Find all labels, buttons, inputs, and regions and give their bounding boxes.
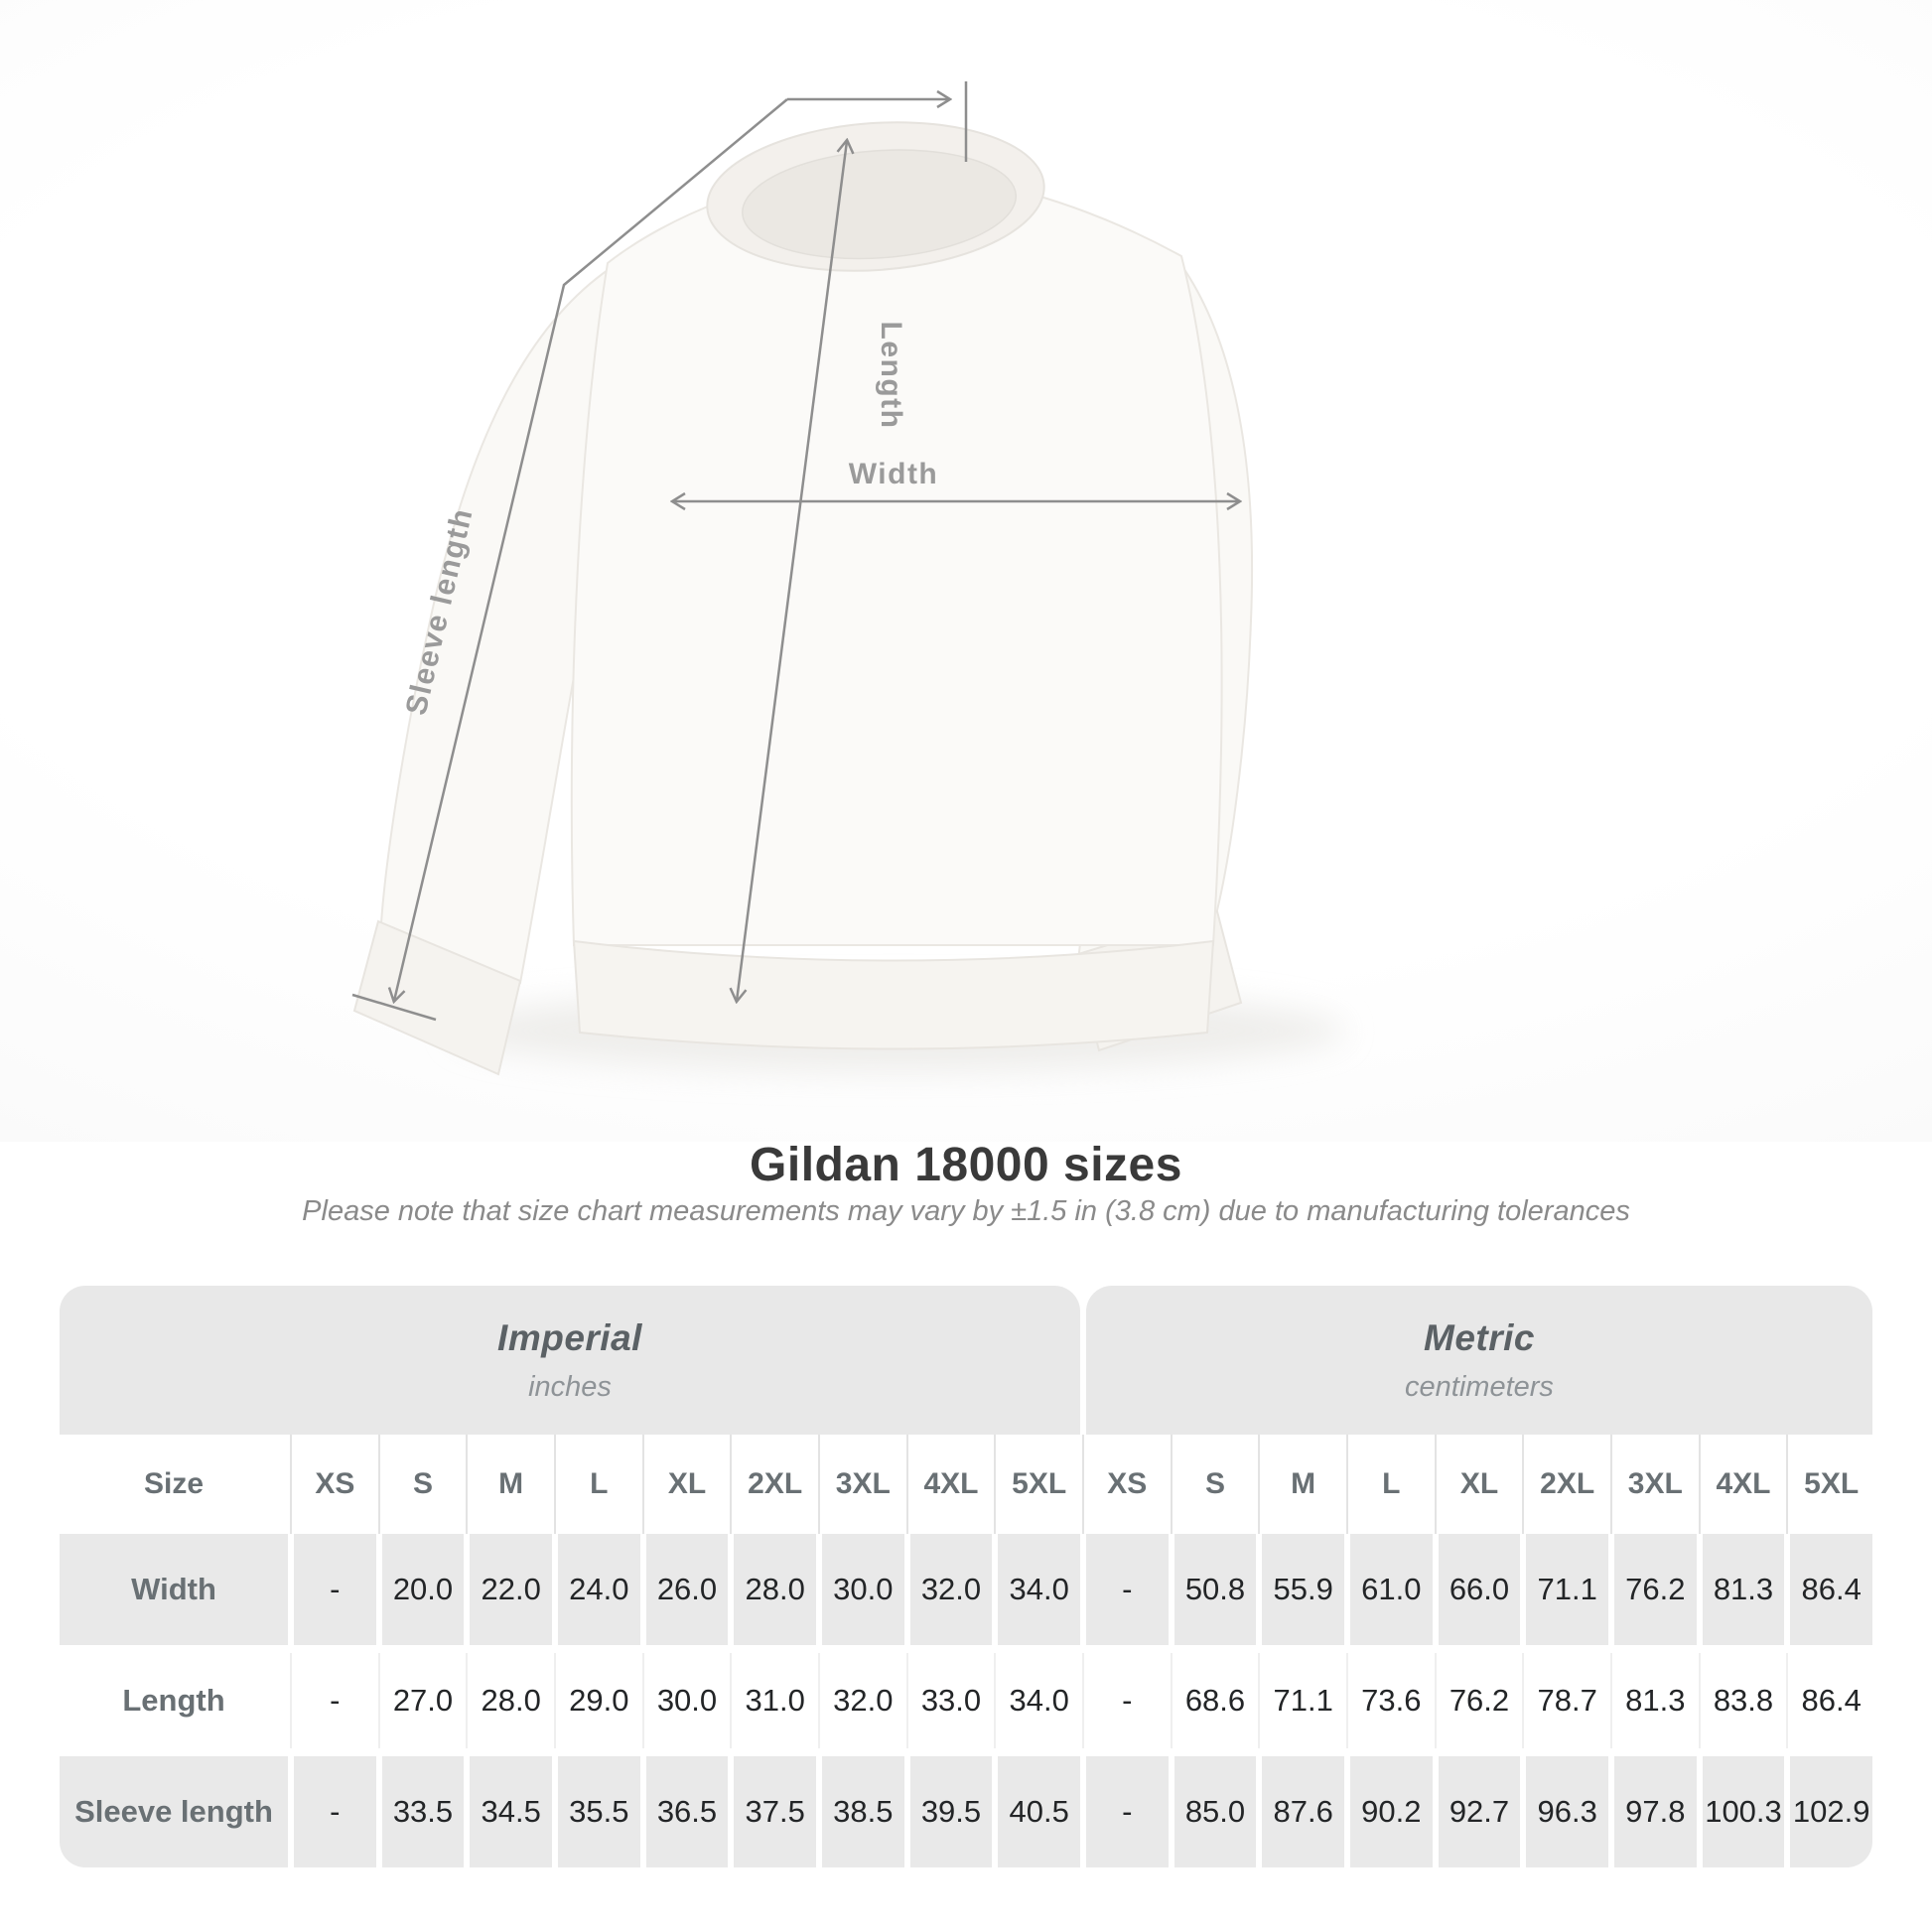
size-header-imperial: 2XL — [734, 1435, 816, 1534]
value-cell-metric: 102.9 — [1790, 1756, 1872, 1867]
metric-group-header — [1086, 1286, 1872, 1435]
value-cell-metric: 85.0 — [1174, 1756, 1257, 1867]
value-cell-metric: 71.1 — [1262, 1645, 1344, 1756]
value-cell-imperial: 36.5 — [646, 1756, 729, 1867]
value-cell-metric: - — [1086, 1534, 1169, 1645]
value-cell-imperial: 40.5 — [998, 1756, 1080, 1867]
value-cell-metric: 87.6 — [1262, 1756, 1344, 1867]
value-cell-imperial: 31.0 — [734, 1645, 816, 1756]
value-cell-metric: 50.8 — [1174, 1534, 1257, 1645]
value-cell-imperial: - — [294, 1645, 376, 1756]
value-cell-imperial: 24.0 — [558, 1534, 640, 1645]
value-cell-metric: 86.4 — [1790, 1534, 1872, 1645]
value-cell-imperial: 27.0 — [382, 1645, 465, 1756]
value-cell-imperial: 35.5 — [558, 1756, 640, 1867]
size-header-imperial: XL — [646, 1435, 729, 1534]
size-header-metric: XS — [1086, 1435, 1169, 1534]
value-cell-metric: 61.0 — [1350, 1534, 1433, 1645]
row-label: Width — [60, 1534, 288, 1645]
size-header-imperial: 5XL — [998, 1435, 1080, 1534]
imperial-group-title: Imperial — [497, 1316, 642, 1358]
size-header-metric: 4XL — [1703, 1435, 1785, 1534]
size-header-imperial: XS — [294, 1435, 376, 1534]
value-cell-metric: - — [1086, 1756, 1169, 1867]
size-table — [60, 1286, 1872, 1867]
value-cell-metric: 81.3 — [1614, 1645, 1697, 1756]
value-cell-imperial: 29.0 — [558, 1645, 640, 1756]
size-header-metric: 3XL — [1614, 1435, 1697, 1534]
value-cell-metric: 83.8 — [1703, 1645, 1785, 1756]
value-cell-metric: 81.3 — [1703, 1534, 1785, 1645]
value-cell-imperial: 33.0 — [910, 1645, 993, 1756]
row-label: Length — [60, 1645, 288, 1756]
value-cell-imperial: - — [294, 1756, 376, 1867]
size-header-metric: L — [1350, 1435, 1433, 1534]
unit-group-header-row — [60, 1286, 1872, 1435]
value-cell-metric: 86.4 — [1790, 1645, 1872, 1756]
value-cell-imperial: 32.0 — [910, 1534, 993, 1645]
value-cell-metric: 100.3 — [1703, 1756, 1785, 1867]
size-header-imperial: L — [558, 1435, 640, 1534]
size-header-imperial: S — [382, 1435, 465, 1534]
size-header-metric: 2XL — [1526, 1435, 1608, 1534]
value-cell-imperial: 34.0 — [998, 1534, 1080, 1645]
page-title: Gildan 18000 sizes — [750, 1139, 1182, 1191]
value-cell-imperial: 30.0 — [822, 1534, 904, 1645]
tolerance-note: Please note that size chart measurements may vary by ±1.5 in (3.8 cm) due to manufacturing tolerances — [302, 1195, 1630, 1227]
value-cell-imperial: 20.0 — [382, 1534, 465, 1645]
value-cell-metric: 96.3 — [1526, 1756, 1608, 1867]
size-header-metric: XL — [1439, 1435, 1521, 1534]
size-column-header: Size — [60, 1435, 288, 1534]
waistband — [574, 941, 1213, 1049]
value-cell-imperial: 30.0 — [646, 1645, 729, 1756]
value-cell-imperial: 34.0 — [998, 1645, 1080, 1756]
value-cell-metric: 71.1 — [1526, 1534, 1608, 1645]
value-cell-metric: 55.9 — [1262, 1534, 1344, 1645]
table-row — [60, 1534, 1872, 1645]
width-label: Width — [848, 458, 939, 490]
length-label: Length — [875, 321, 907, 430]
value-cell-imperial: 33.5 — [382, 1756, 465, 1867]
size-header-imperial: 4XL — [910, 1435, 993, 1534]
value-cell-imperial: 38.5 — [822, 1756, 904, 1867]
table-row — [60, 1756, 1872, 1867]
value-cell-metric: 78.7 — [1526, 1645, 1608, 1756]
value-cell-imperial: 28.0 — [734, 1534, 816, 1645]
value-cell-imperial: 32.0 — [822, 1645, 904, 1756]
value-cell-metric: 68.6 — [1174, 1645, 1257, 1756]
value-cell-metric: 92.7 — [1439, 1756, 1521, 1867]
size-header-imperial: M — [470, 1435, 552, 1534]
size-header-imperial: 3XL — [822, 1435, 904, 1534]
table-row — [60, 1645, 1872, 1756]
table-body — [60, 1534, 1872, 1867]
value-cell-metric: 73.6 — [1350, 1645, 1433, 1756]
value-cell-imperial: 26.0 — [646, 1534, 729, 1645]
imperial-group-unit: inches — [528, 1370, 612, 1403]
value-cell-metric: 90.2 — [1350, 1756, 1433, 1867]
body-panel — [572, 171, 1222, 945]
value-cell-imperial: 39.5 — [910, 1756, 993, 1867]
value-cell-metric: 66.0 — [1439, 1534, 1521, 1645]
value-cell-imperial: 37.5 — [734, 1756, 816, 1867]
row-label: Sleeve length — [60, 1756, 288, 1867]
value-cell-imperial: - — [294, 1534, 376, 1645]
imperial-group-header — [60, 1286, 1080, 1435]
value-cell-metric: 76.2 — [1439, 1645, 1521, 1756]
size-header-metric: S — [1174, 1435, 1257, 1534]
metric-group-title: Metric — [1424, 1316, 1535, 1358]
value-cell-metric: 76.2 — [1614, 1534, 1697, 1645]
size-header-metric: M — [1262, 1435, 1344, 1534]
size-header-row — [60, 1435, 1872, 1534]
value-cell-imperial: 22.0 — [470, 1534, 552, 1645]
sleeve-length-label: Sleeve length — [399, 504, 480, 719]
value-cell-metric: - — [1086, 1645, 1169, 1756]
sweatshirt-illustration — [354, 111, 1345, 1074]
metric-group-unit: centimeters — [1405, 1370, 1554, 1403]
value-cell-imperial: 28.0 — [470, 1645, 552, 1756]
value-cell-imperial: 34.5 — [470, 1756, 552, 1867]
value-cell-metric: 97.8 — [1614, 1756, 1697, 1867]
size-header-metric: 5XL — [1790, 1435, 1872, 1534]
